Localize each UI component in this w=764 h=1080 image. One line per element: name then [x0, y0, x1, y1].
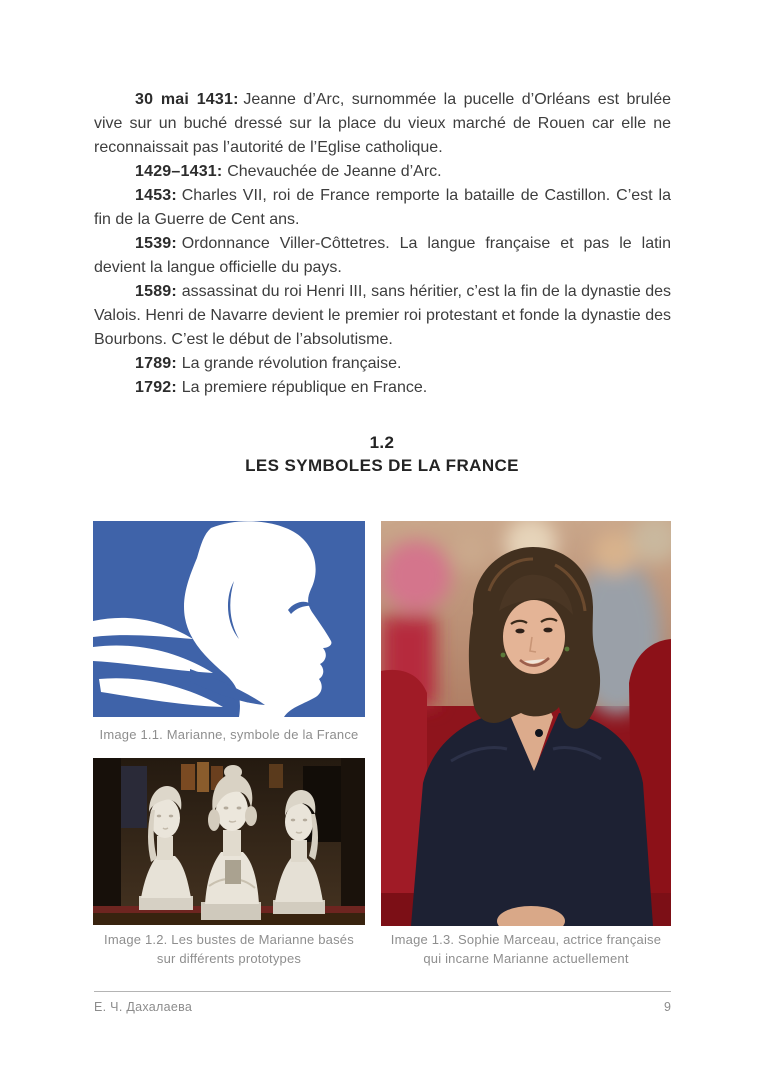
timeline-paragraph	[94, 232, 671, 280]
figure-sophie-marceau	[381, 521, 671, 926]
timeline-body: Jeanne d’Arc, surnommée la pucelle d’Orléans est brulée vive sur un buché dressé sur la place du vieux marché de Rouen car elle ne reconnaissait pas l’autorité de l’Eglise catholique.	[94, 91, 671, 156]
timeline-paragraph	[94, 352, 671, 376]
timeline-date: 1792:	[135, 379, 177, 396]
timeline-date: 1589:	[135, 283, 177, 300]
timeline-date: 1429–1431:	[135, 163, 223, 180]
timeline-text	[94, 88, 671, 400]
timeline-paragraph	[94, 376, 671, 400]
footer-divider	[94, 991, 671, 992]
timeline-body: Ordonnance Viller-Côttetres. La langue française et pas le latin devient la langue officielle du pays.	[94, 235, 671, 276]
timeline-paragraph	[94, 280, 671, 352]
timeline-paragraph	[94, 184, 671, 232]
timeline-body: La premiere république en France.	[181, 379, 428, 396]
figure-marianne-busts	[93, 758, 365, 925]
timeline-paragraph	[94, 160, 671, 184]
timeline-paragraph	[94, 88, 671, 160]
timeline-date: 30 mai 1431:	[135, 91, 239, 108]
timeline-date: 1539:	[135, 235, 177, 252]
marianne-busts-image	[93, 758, 365, 925]
figure-marianne-logo	[93, 521, 365, 717]
sophie-marceau-image	[381, 521, 671, 926]
section-heading	[0, 431, 764, 477]
timeline-date: 1789:	[135, 355, 177, 372]
footer-author: Е. Ч. Дахалаева	[94, 1000, 193, 1014]
figure-caption-1-3: Image 1.3. Sophie Marceau, actrice française qui incarne Marianne actuellement	[390, 932, 662, 966]
timeline-body: assassinat du roi Henri III, sans héritier, c’est la fin de la dynastie des Valois. Henri de Navarre devient le premier roi protestant et fonde la dynastie des Bourbons. C’est le début de l’absolutisme.	[94, 283, 671, 348]
timeline-body: Charles VII, roi de France remporte la bataille de Castillon. C’est la fin de la Guerre de Cent ans.	[94, 187, 671, 228]
section-title: LES SYMBOLES DE LA FRANCE	[245, 456, 519, 475]
figure-caption-1-2: Image 1.2. Les bustes de Marianne basés sur différents prototypes	[104, 932, 354, 966]
section-number: 1.2	[369, 433, 395, 452]
footer-page-number: 9	[664, 1000, 671, 1014]
timeline-body: La grande révolution française.	[181, 355, 402, 372]
timeline-date: 1453:	[135, 187, 177, 204]
figure-caption-1-1: Image 1.1. Marianne, symbole de la France	[99, 727, 359, 742]
timeline-body: Chevauchée de Jeanne d’Arc.	[227, 163, 442, 180]
marianne-logo-image	[93, 521, 365, 717]
